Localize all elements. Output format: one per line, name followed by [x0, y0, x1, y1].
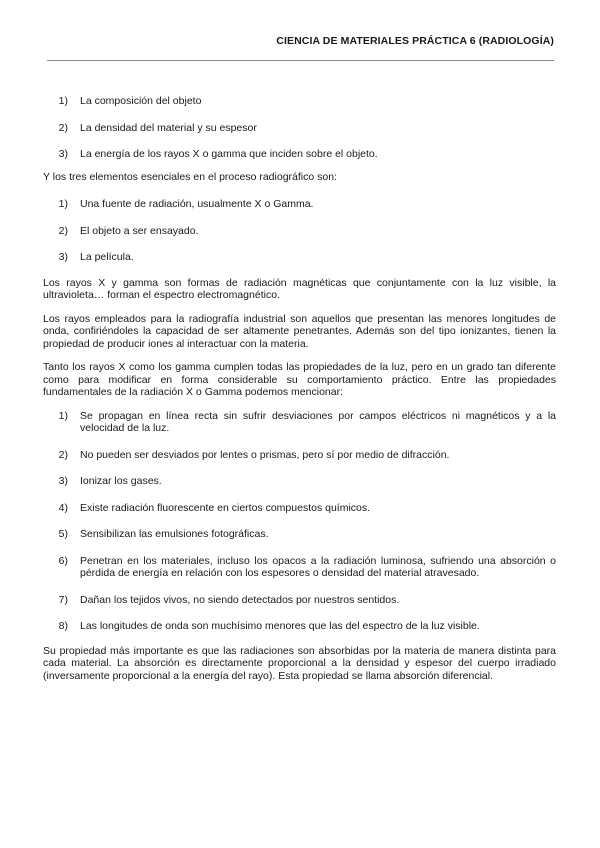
list-item	[43, 95, 556, 108]
paragraph-intro-elements: Y los tres elementos esenciales en el proceso radiográfico son:	[43, 170, 337, 183]
list-item	[43, 475, 556, 488]
list-item-text: Ionizar los gases.	[80, 475, 162, 487]
list-item-text: Sensibilizan las emulsiones fotográficas.	[80, 528, 269, 540]
list-item	[43, 148, 556, 161]
list-item-number: 4)	[58, 501, 68, 514]
factors-list	[43, 95, 556, 161]
list-item-number: 1)	[58, 409, 68, 422]
list-item-text: La energía de los rayos X o gamma que inciden sobre el objeto.	[80, 148, 378, 160]
list-item-number: 6)	[58, 554, 68, 567]
list-item-text: Se propagan en línea recta sin sufrir desviaciones por campos eléctricos ni magnéticos y a la velocidad de la luz.	[80, 409, 556, 434]
list-item-number: 3)	[58, 148, 68, 160]
list-item-text: La densidad del material y su espesor	[80, 121, 257, 134]
list-item	[43, 198, 556, 211]
list-item-text: Dañan los tejidos vivos, no siendo detectados por nuestros sentidos.	[80, 593, 400, 606]
paragraph-properties-intro: Tanto los rayos X como los gamma cumplen todas las propiedades de la luz, pero en un grado tan diferente como para modificar en forma considerable su comportamiento práctico. Entre las propiedades fundamentales de la radiación X o Gamma podemos mencionar:	[43, 361, 556, 398]
list-item-text: Existe radiación fluorescente en ciertos compuestos químicos.	[80, 501, 371, 514]
list-item-text: No pueden ser desviados por lentes o prismas, pero sí por medio de difracción.	[80, 448, 450, 461]
paragraph-spectrum: Los rayos X y gamma son formas de radiación magnéticas que conjuntamente con la luz visible, la ultravioleta… forman el espectro electromagnético.	[43, 276, 556, 301]
list-item-text: Las longitudes de onda son muchísimo menores que las del espectro de la luz visible.	[80, 620, 480, 632]
list-item-number: 2)	[58, 448, 68, 461]
list-item-number: 3)	[58, 475, 68, 487]
list-item-text: La película.	[80, 251, 134, 263]
list-item-text: Penetran en los materiales, incluso los opacos a la radiación luminosa, sufriendo una absorción o pérdida de energía en relación con los espesores o densidad del material atravesado.	[80, 554, 556, 579]
list-item-text: La composición del objeto	[80, 95, 202, 107]
list-item	[43, 251, 556, 264]
list-item-number: 1)	[58, 198, 68, 210]
header-divider	[47, 60, 554, 61]
list-item-number: 7)	[58, 593, 68, 606]
list-item	[43, 502, 556, 515]
list-item	[43, 449, 556, 462]
paragraph-industrial-rays: Los rayos empleados para la radiografía industrial son aquellos que presentan las menores longitudes de onda, confiriéndoles la capacidad de ser altamente penetrantes. Además son del tipo ionizantes, tienen la propiedad de producir iones al interactuar con la materia.	[43, 312, 556, 350]
list-item-number: 1)	[58, 95, 68, 107]
list-item	[43, 594, 556, 607]
list-item	[43, 410, 556, 435]
page-header-title: CIENCIA DE MATERIALES PRÁCTICA 6 (RADIOLOGÍA)	[276, 35, 554, 47]
list-item	[43, 225, 556, 238]
paragraph-differential-absorption: Su propiedad más importante es que las radiaciones son absorbidas por la materia de manera distinta para cada material. La absorción es directamente proporcional a la densidad y espesor del cuerpo irradiado (inversamente proporcional a la energía del rayo). Esta propiedad se llama absorción diferencial.	[43, 644, 556, 682]
list-item-number: 3)	[58, 251, 68, 263]
list-item	[43, 555, 556, 580]
list-item-number: 5)	[58, 528, 68, 540]
list-item-number: 2)	[58, 121, 68, 134]
list-item-number: 8)	[58, 620, 68, 632]
elements-list	[43, 198, 556, 264]
list-item	[43, 528, 556, 541]
properties-list	[43, 410, 556, 633]
list-item	[43, 620, 556, 633]
list-item-text: Una fuente de radiación, usualmente X o Gamma.	[80, 198, 314, 210]
list-item-number: 2)	[58, 224, 68, 237]
list-item-text: El objeto a ser ensayado.	[80, 224, 199, 237]
document-body	[43, 95, 556, 682]
list-item	[43, 122, 556, 135]
